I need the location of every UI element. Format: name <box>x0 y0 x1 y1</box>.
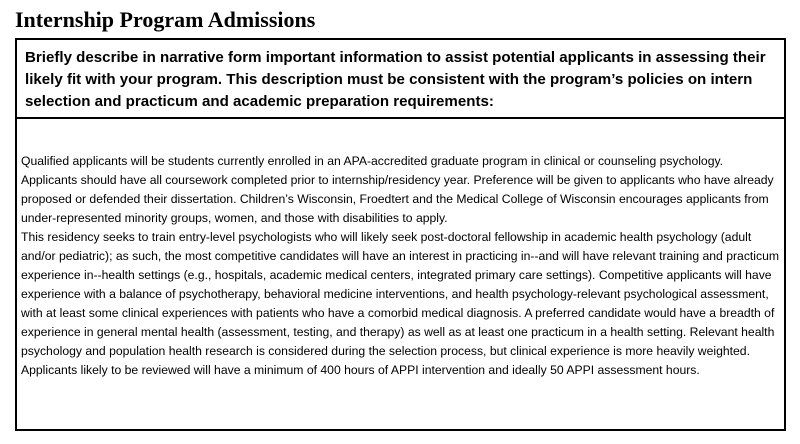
prompt-text: Briefly describe in narrative form important information to assist potential applicants in assessing their likely fit with your program. This description must be consistent with the program’s policies on intern selection and practicum and academic preparation requirements: <box>25 49 766 110</box>
answer-paragraph-eligibility: Qualified applicants will be students currently enrolled in an APA-accredited graduate program in clinical or counseling psychology. Applicants should have all coursework completed prior to internship/residency year. Preference will be given to applicants who have already proposed or defended their dissertation. Children’s Wisconsin, Froedtert and the Medical College of Wisconsin encourages applicants from under-represented minority groups, women, and those with disabilities to apply. <box>21 154 774 225</box>
answer-box <box>15 119 786 431</box>
answer-paragraph-preferred-candidate: This residency seeks to train entry-level psychologists who will likely seek post-doctoral fellowship in academic health psychology (adult and/or pediatric); as such, the most competitive candidates will have an interest in practicing in--and will have relevant training and practicum experience in--health settings (e.g., hospitals, academic medical centers, integrated primary care settings). Competitive applicants will have experience with a balance of psychotherapy, behavioral medicine interventions, and health psychology-relevant psychological assessment, with at least some clinical experiences with patients who have a comorbid medical diagnosis. A preferred candidate would have a breadth of experience in general mental health (assessment, testing, and therapy) as well as at least one practicum in a health setting. Relevant health psychology and population health research is considered during the selection process, but clinical experience is more heavily weighted. Applicants likely to be reviewed will have a minimum of 400 hours of APPI intervention and ideally 50 APPI assessment hours. <box>21 230 780 377</box>
page-title: Internship Program Admissions <box>15 7 316 32</box>
prompt-box <box>15 38 786 119</box>
